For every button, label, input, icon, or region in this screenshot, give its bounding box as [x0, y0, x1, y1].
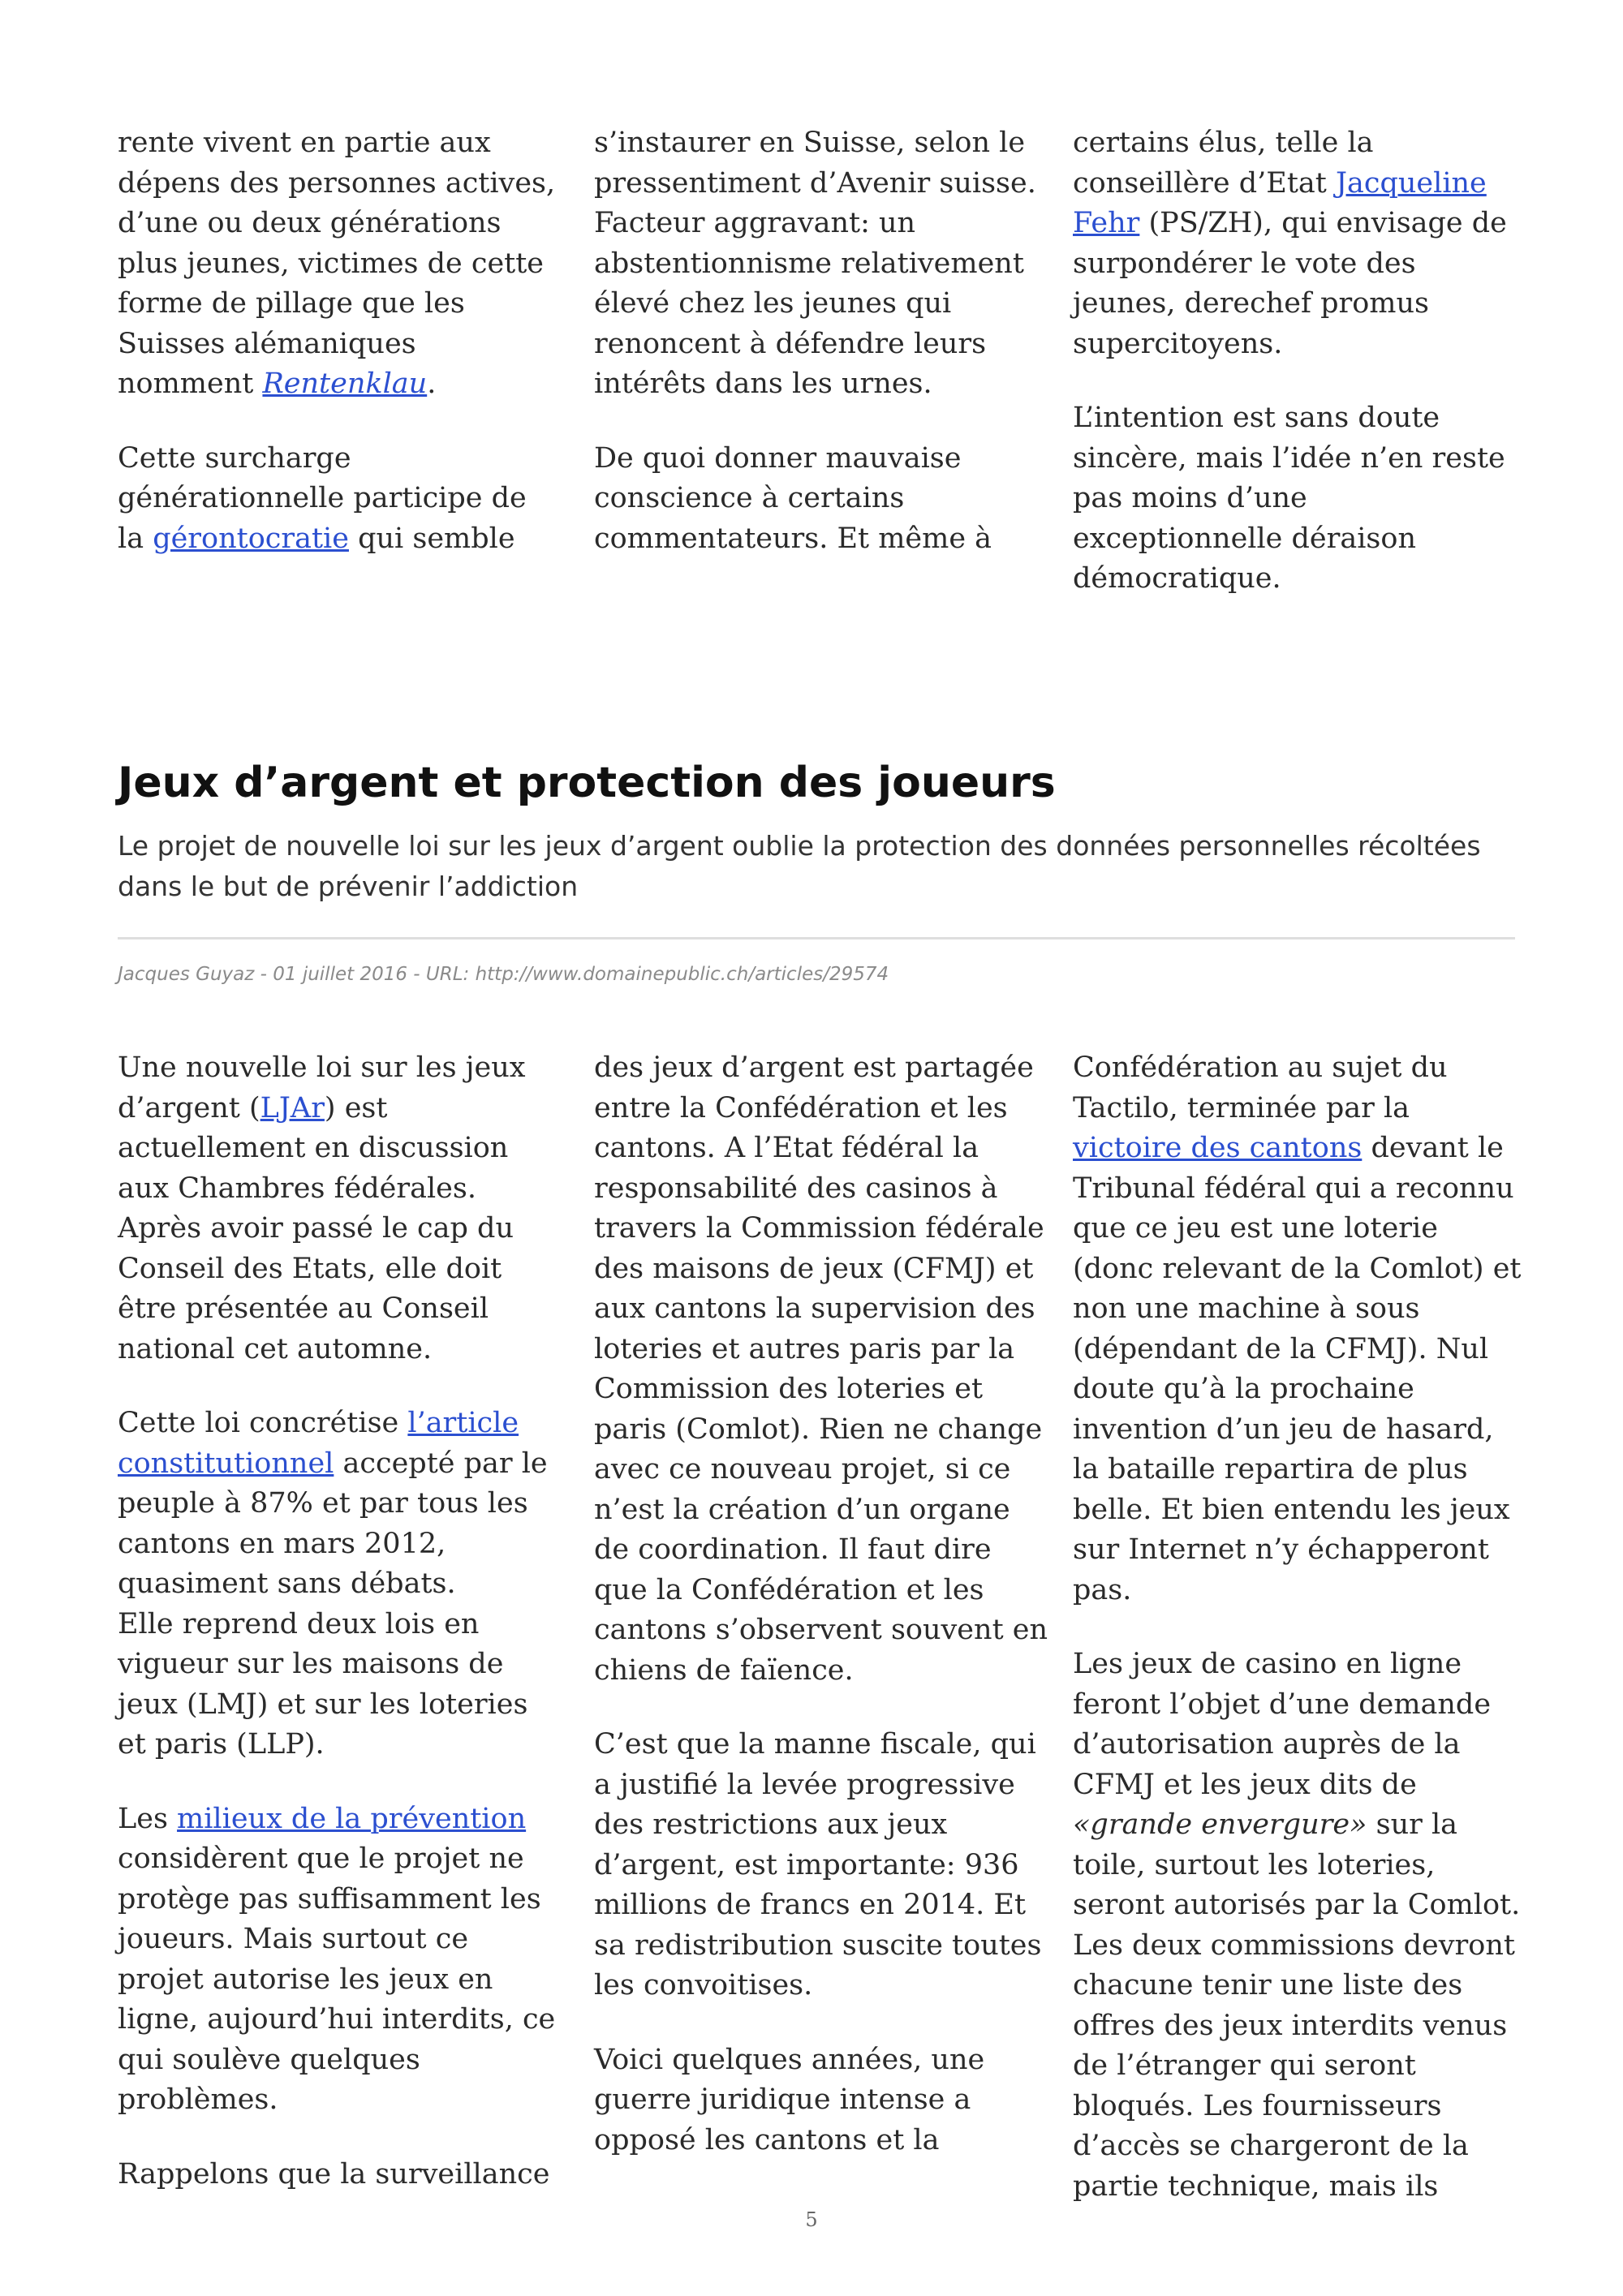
paragraph — [1073, 123, 1515, 364]
text: . — [427, 368, 437, 400]
article-meta: Jacques Guyaz - 01 juillet 2016 - URL: http://www.domainepublic.ch/articles/29574 — [118, 964, 889, 985]
text: Une nouvelle loi sur les jeux d’argent ( — [118, 1051, 526, 1124]
paragraph — [118, 1404, 560, 1765]
article-column-1 — [118, 1048, 560, 2195]
link-rentenklau[interactable]: Rentenklau — [262, 368, 428, 400]
paragraph: Voici quelques années, une guerre juridique intense a opposé les cantons et la — [594, 2043, 985, 2156]
top-column-1 — [118, 123, 560, 559]
text: certains élus, telle la conseillère d’Etat — [1073, 127, 1374, 200]
article-column-2 — [594, 1048, 1048, 2161]
text: Confédération au sujet du Tactilo, terminée par la — [1073, 1051, 1448, 1124]
article-title: Jeux d’argent et protection des joueurs — [118, 759, 1056, 807]
paragraph — [1073, 1048, 1527, 1610]
paragraph — [118, 123, 560, 405]
paragraph: C’est que la manne fiscale, qui a justifié la levée progressive des restrictions aux jeux d’argent, est importante: 936 millions de francs en 2014. Et sa redistribution suscite toutes les convoitises. — [594, 1728, 1042, 2001]
text: devant le Tribunal fédéral qui a reconnu que ce jeu est une loterie (donc relevant de la Comlot) et non une machine à sous (dépendant de la CFMJ). Nul doute qu’à la prochaine invention d’un jeu de hasard, la bataille repartira de plus belle. Et bien entendu les jeux sur Internet n’y échapperont pas. — [1073, 1132, 1522, 1606]
link-jacqueline-fehr[interactable]: Jacqueline Fehr — [1073, 166, 1487, 239]
text: Cette surcharge générationnelle participe de la — [118, 441, 527, 555]
paragraph — [118, 1799, 560, 2121]
link-article-constitutionnel[interactable]: l’article constitutionnel — [118, 1407, 519, 1480]
article-subtitle: Le projet de nouvelle loi sur les jeux d’argent oublie la protection des données personnelles récoltées dans le but de prévenir l’addiction — [118, 830, 1481, 902]
link-ljar[interactable]: LJAr — [260, 1091, 325, 1124]
paragraph — [1073, 1645, 1527, 2207]
link-milieux-prevention[interactable]: milieux de la prévention — [177, 1802, 527, 1835]
text: Cette loi concrétise — [118, 1407, 408, 1439]
page-number: 5 — [805, 2208, 818, 2231]
text: qui semble — [348, 522, 515, 555]
paragraph — [118, 1048, 560, 1369]
paragraph: Rappelons que la surveillance — [118, 2157, 550, 2191]
paragraph: s’instaurer en Suisse, selon le pressentiment d’Avenir suisse. Facteur aggravant: un abstentionnisme relativement élevé chez les jeunes qui renoncent à défendre leurs intérêts dans les urnes. — [594, 127, 1036, 400]
link-gerontocratie[interactable]: gérontocratie — [153, 522, 349, 555]
article-column-3 — [1073, 1048, 1527, 2207]
text: rente vivent en partie aux dépens des personnes actives, d’une ou deux générations plus jeunes, victimes de cette forme de pillage que les Suisses alémaniques nomment — [118, 127, 556, 400]
paragraph: des jeux d’argent est partagée entre la Confédération et les cantons. A l’Etat fédéral la responsabilité des casinos à travers la Commission fédérale des maisons de jeux (CFMJ) et aux cantons la supervision des loteries et autres paris par la Commission des loteries et paris (Comlot). Rien ne change avec ce nouveau projet, si ce n’est la création d’un organe de coordination. Il faut dire que la Confédération et les cantons s’observent souvent en chiens de faïence. — [594, 1051, 1048, 1687]
text: sur la toile, surtout les loteries, seront autorisés par la Comlot. Les deux commissions devront chacune tenir une liste des offres des jeux interdits venus de l’étranger qui seront bloqués. Les fournisseurs d’accès se chargeront de la partie technique, mais ils — [1073, 1808, 1521, 2203]
text: (PS/ZH), qui envisage de surpondérer le vote des jeunes, derechef promus supercitoyens. — [1073, 207, 1507, 360]
text: considèrent que le projet ne protège pas suffisamment les joueurs. Mais surtout ce projet autorise les jeux en ligne, aujourd’hui interdits, ce qui soulève quelques problèmes. — [118, 1842, 556, 2116]
text: Elle reprend deux lois en vigueur sur les maisons de jeux (LMJ) et sur les loteries et paris (LLP). — [118, 1607, 528, 1761]
emphasis: «grande envergure» — [1073, 1808, 1367, 1841]
paragraph — [118, 439, 560, 560]
text: accepté par le peuple à 87% et par tous les cantons en mars 2012, quasiment sans débats. — [118, 1447, 548, 1600]
link-victoire-cantons[interactable]: victoire des cantons — [1073, 1132, 1363, 1164]
text: Les jeux de casino en ligne feront l’objet d’une demande d’autorisation auprès de la CFMJ et les jeux dits de — [1073, 1648, 1492, 1801]
paragraph: De quoi donner mauvaise conscience à certains commentateurs. Et même à — [594, 441, 992, 555]
top-column-2 — [594, 123, 1036, 559]
divider — [118, 937, 1515, 939]
text: Les — [118, 1802, 178, 1835]
paragraph: L’intention est sans doute sincère, mais l’idée n’en reste pas moins d’une exceptionnelle déraison démocratique. — [1073, 402, 1505, 595]
text: ) est actuellement en discussion aux Chambres fédérales. Après avoir passé le cap du Conseil des Etats, elle doit être présentée au Conseil national cet automne. — [118, 1091, 514, 1365]
top-column-3 — [1073, 123, 1515, 600]
